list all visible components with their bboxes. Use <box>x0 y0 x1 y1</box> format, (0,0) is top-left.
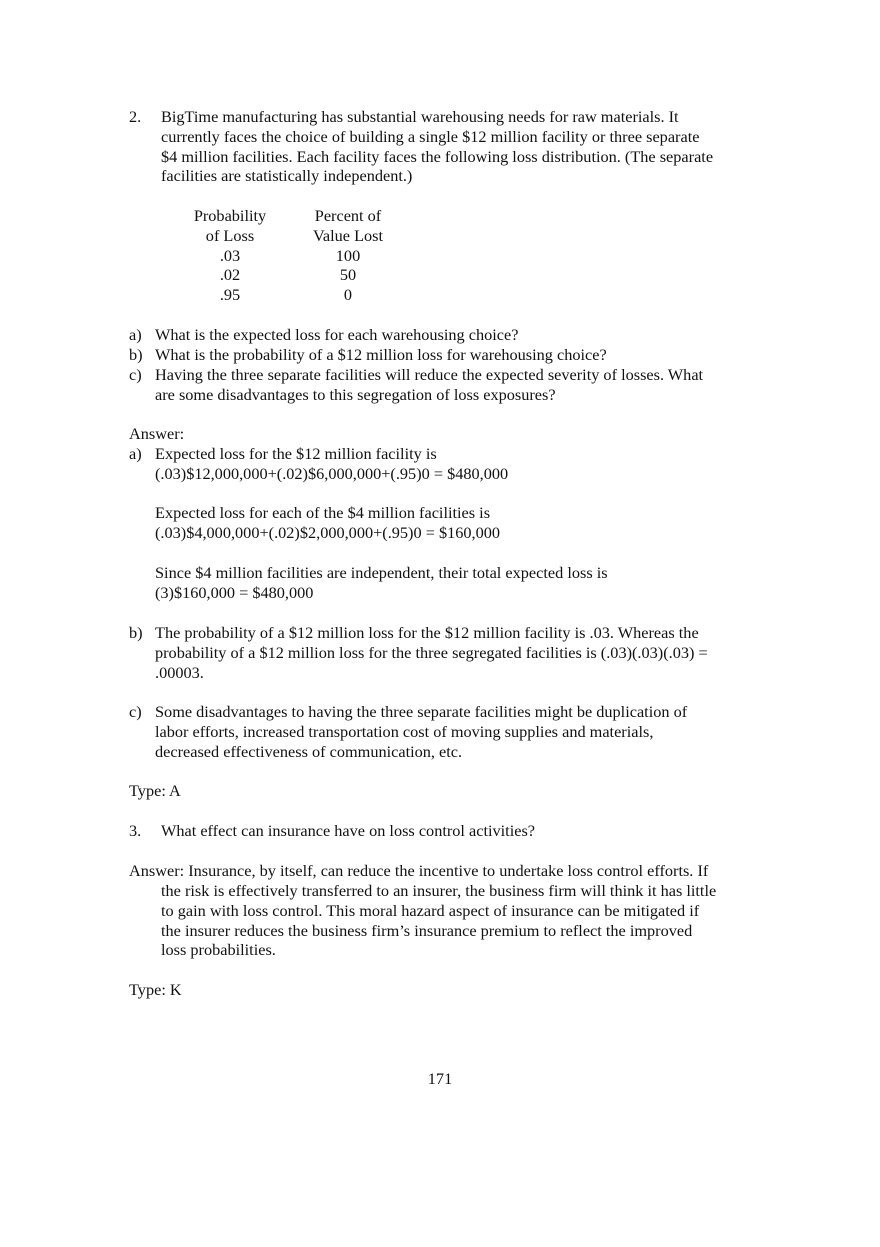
table-cell: .02 <box>219 265 241 285</box>
question-c-line: Having the three separate facilities will reduce the expected severity of losses. What <box>155 365 704 384</box>
table-cell: 0 <box>343 285 353 305</box>
answer-a-block-2 <box>155 503 500 543</box>
answer-a-formula: (.03)$4,000,000+(.02)$2,000,000+(.95)0 = $160,000 <box>155 522 500 542</box>
answer-b-line: probability of a $12 million loss for the three segregated facilities is (.03)(.03)(.03) = <box>155 642 708 662</box>
question-c-label: c) <box>129 365 142 384</box>
answer-a-formula: (3)$160,000 = $480,000 <box>155 582 314 602</box>
answer-c-text <box>155 702 687 761</box>
question-b-label: b) <box>129 345 143 364</box>
table-cell: 100 <box>335 245 361 265</box>
table-header: of Loss <box>205 225 255 245</box>
answer-b-line: .00003. <box>155 662 204 682</box>
question-2-line: facilities are statistically independent.) <box>161 166 413 186</box>
page-number: 171 <box>427 1069 453 1088</box>
question-3-type: Type: K <box>129 980 182 999</box>
answer-b-text <box>155 623 708 682</box>
table-header: Value Lost <box>312 225 384 245</box>
question-c-line: are some disadvantages to this segregation of loss exposures? <box>155 384 556 404</box>
table-cell: .03 <box>219 245 241 265</box>
question-3-answer-first-line: Answer: Insurance, by itself, can reduce the incentive to undertake loss control efforts. If <box>129 861 709 880</box>
question-2-line: currently faces the choice of building a single $12 million facility or three separate <box>161 126 700 146</box>
question-2-text <box>161 107 713 186</box>
question-2-line: $4 million facilities. Each facility faces the following loss distribution. (The separate <box>161 146 714 166</box>
question-c-text <box>155 365 703 405</box>
answer-c-line: decreased effectiveness of communication, etc. <box>155 741 463 761</box>
answer-a-line: Expected loss for the $12 million facility is <box>155 444 437 463</box>
table-cell: .95 <box>219 285 241 305</box>
question-3-number: 3. <box>129 821 142 840</box>
answer-c-line: labor efforts, increased transportation cost of moving supplies and materials, <box>155 721 654 741</box>
answer-heading: Answer: <box>129 424 185 443</box>
question-3-answer-line: loss probabilities. <box>161 940 276 960</box>
answer-a-formula: (.03)$12,000,000+(.02)$6,000,000+(.95)0 = $480,000 <box>155 463 509 483</box>
answer-a-label: a) <box>129 444 142 463</box>
answer-a-line: Since $4 million facilities are independent, their total expected loss is <box>155 563 608 582</box>
question-b-text: What is the probability of a $12 million loss for warehousing choice? <box>155 345 607 364</box>
answer-c-label: c) <box>129 702 142 721</box>
question-3-answer-line: to gain with loss control. This moral hazard aspect of insurance can be mitigated if <box>161 900 700 920</box>
answer-b-line: The probability of a $12 million loss for the $12 million facility is .03. Whereas the <box>155 623 699 642</box>
question-3-text: What effect can insurance have on loss control activities? <box>161 821 536 840</box>
question-a-label: a) <box>129 325 142 344</box>
question-2-number: 2. <box>129 107 142 126</box>
question-a-text: What is the expected loss for each warehousing choice? <box>155 325 519 344</box>
answer-a-line: Expected loss for each of the $4 million facilities is <box>155 503 491 522</box>
table-header: Probability <box>193 206 267 225</box>
question-3-answer-line: the risk is effectively transferred to an insurer, the business firm will think it has little <box>161 881 717 900</box>
question-3-answer-text <box>161 881 716 960</box>
question-3-answer-line: the insurer reduces the business firm’s insurance premium to reflect the improved <box>161 920 693 940</box>
answer-b-label: b) <box>129 623 143 642</box>
question-2-line: BigTime manufacturing has substantial warehousing needs for raw materials. It <box>161 107 679 126</box>
question-2-type: Type: A <box>129 781 181 800</box>
answer-a-block-3 <box>155 563 608 603</box>
table-header: Percent of <box>314 206 382 225</box>
loss-table-probability-column <box>180 206 280 305</box>
loss-table-percent-column <box>296 206 400 305</box>
table-cell: 50 <box>339 265 357 285</box>
answer-a-block-1 <box>155 444 508 484</box>
answer-c-line: Some disadvantages to having the three separate facilities might be duplication of <box>155 702 688 721</box>
